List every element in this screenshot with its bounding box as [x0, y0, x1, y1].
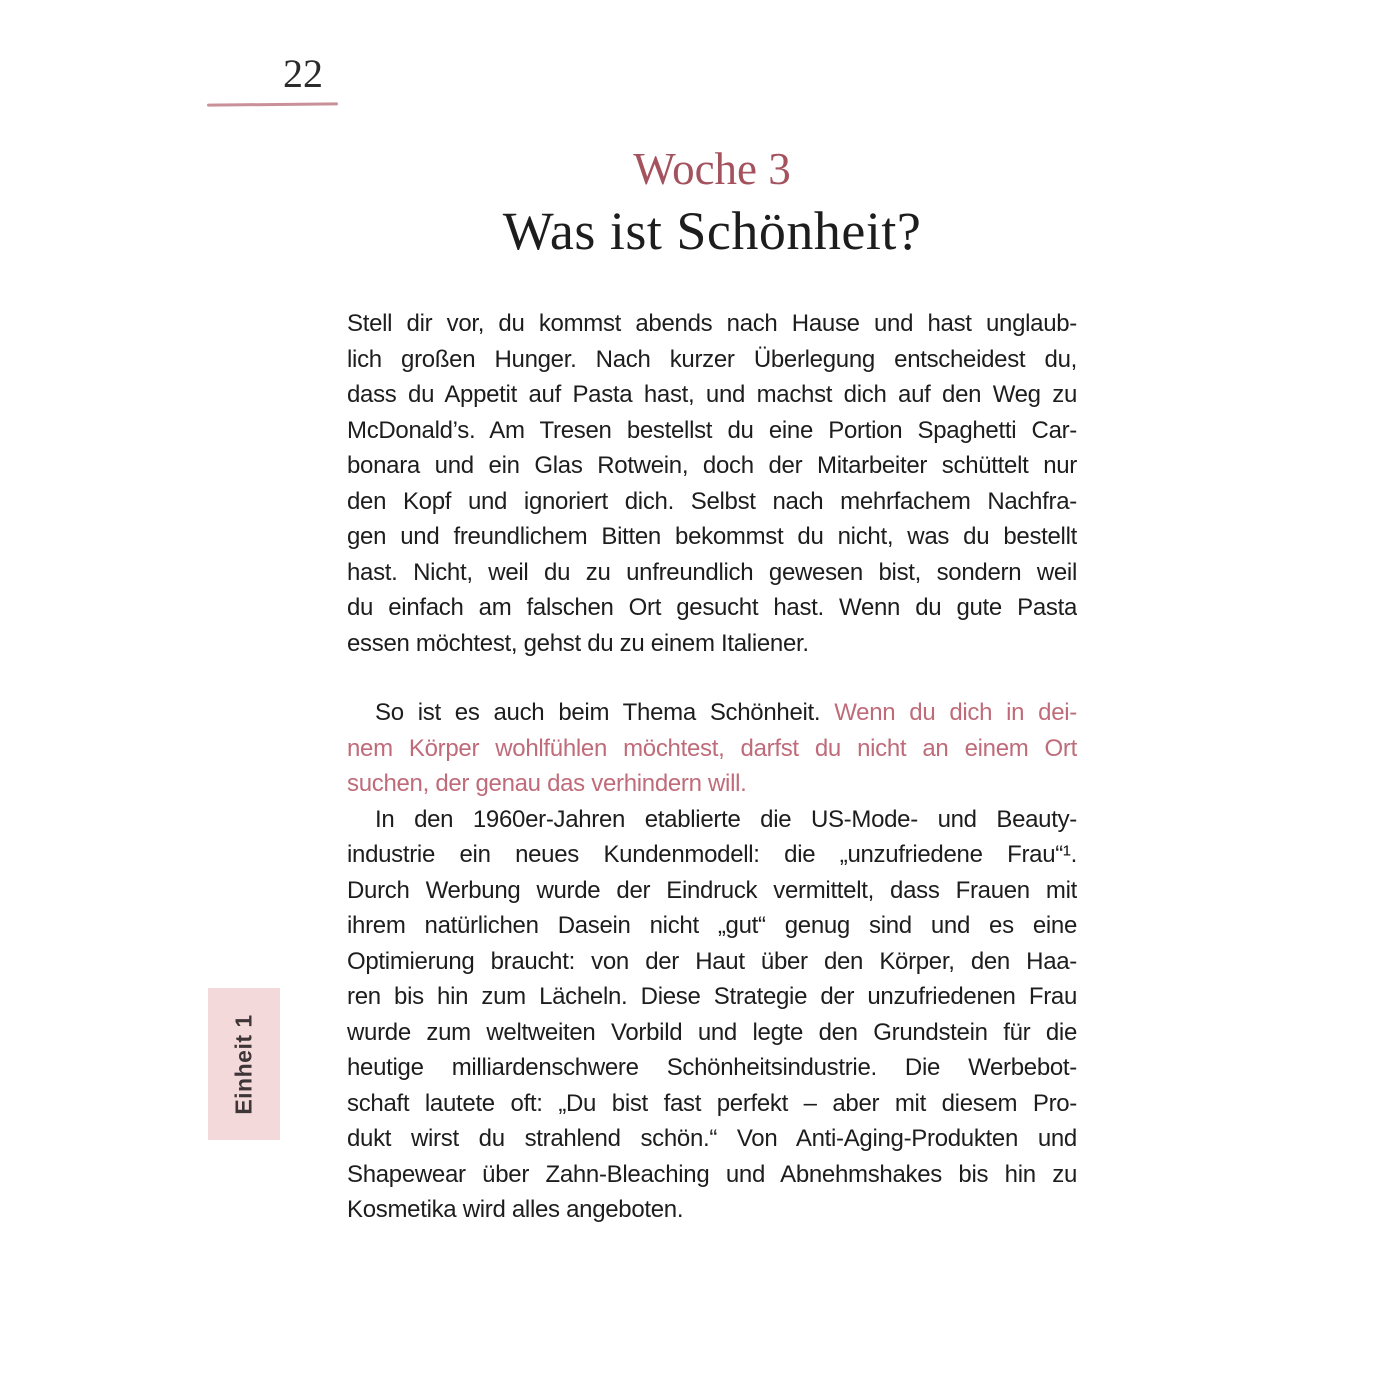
page-title: Was ist Schönheit?	[502, 201, 922, 261]
text-segment: ren bis hin zum Lächeln. Diese Strategie der unzufriedenen Frau	[347, 983, 1077, 1010]
text-segment: heutige milliardenschwere Schönheitsindustrie. Die Werbebot-	[347, 1054, 1077, 1081]
text-line	[347, 802, 1077, 838]
text-line	[347, 377, 1077, 413]
text-segment: lich großen Hunger. Nach kurzer Überlegung entscheidest du,	[347, 345, 1077, 373]
text-segment: dass du Appetit auf Pasta hast, und machst dich auf den Weg zu	[347, 381, 1077, 408]
highlighted-text-segment: nem Körper wohlfühlen möchtest, darfst du nicht an einem Ort	[347, 734, 1077, 762]
text-segment: So ist es auch beim Thema Schönheit.	[375, 699, 835, 726]
text-line	[347, 448, 1077, 484]
text-line	[347, 590, 1077, 626]
paragraph	[347, 695, 1077, 802]
text-line	[347, 555, 1077, 591]
page-number: 22	[283, 51, 323, 96]
text-segment: gen und freundlichem Bitten bekommst du nicht, was du bestellt	[347, 523, 1077, 550]
text-segment: wurde zum weltweiten Vorbild und legte den Grundstein für die	[347, 1018, 1077, 1046]
text-segment: hast. Nicht, weil du zu unfreundlich gewesen bist, sondern weil	[347, 558, 1077, 586]
text-segment: Durch Werbung wurde der Eindruck vermittelt, dass Frauen mit	[347, 876, 1077, 904]
text-segment: du einfach am falschen Ort gesucht hast. Wenn du gute Pasta	[347, 594, 1077, 621]
text-segment: ihrem natürlichen Dasein nicht „gut“ genug sind und es eine	[347, 912, 1077, 939]
text-segment: schaft lautete oft: „Du bist fast perfekt – aber mit diesem Pro-	[347, 1089, 1077, 1117]
text-line	[347, 342, 1077, 378]
text-line	[347, 626, 1077, 662]
text-segment: den Kopf und ignoriert dich. Selbst nach mehrfachem Nachfra-	[347, 487, 1077, 515]
text-line	[347, 837, 1077, 873]
unit-tab-label: Einheit 1	[230, 1013, 257, 1115]
text-segment: bonara und ein Glas Rotwein, doch der Mitarbeiter schüttelt nur	[347, 452, 1077, 479]
body-text	[347, 306, 1077, 1228]
text-line	[347, 519, 1077, 555]
text-segment: dukt wirst du strahlend schön.“ Von Anti-Aging-Produkten und	[347, 1125, 1077, 1152]
text-segment: Kosmetika wird alles angeboten.	[347, 1196, 684, 1223]
text-line	[347, 1121, 1077, 1157]
text-segment: industrie ein neues Kundenmodell: die „unzufriedene Frau“¹.	[347, 841, 1077, 868]
text-line	[347, 484, 1077, 520]
text-line	[347, 1157, 1077, 1193]
text-segment: essen möchtest, gehst du zu einem Italiener.	[347, 629, 809, 657]
page-number-underline	[207, 102, 338, 106]
text-segment: McDonald’s. Am Tresen bestellst du eine Portion Spaghetti Car-	[347, 416, 1077, 444]
text-line	[347, 908, 1077, 944]
text-segment: Stell dir vor, du kommst abends nach Hause und hast unglaub-	[347, 310, 1077, 337]
highlighted-text-segment: Wenn du dich in dei-	[834, 699, 1077, 726]
text-line	[347, 873, 1077, 909]
text-segment: Shapewear über Zahn-Bleaching und Abnehmshakes bis hin zu	[347, 1160, 1077, 1188]
text-segment: Optimierung braucht: von der Haut über den Körper, den Haa-	[347, 947, 1077, 975]
paragraph	[347, 802, 1077, 1228]
text-line	[347, 1050, 1077, 1086]
text-line	[347, 306, 1077, 342]
text-line	[347, 1192, 1077, 1228]
highlighted-text-segment: suchen, der genau das verhindern will.	[347, 770, 747, 797]
text-line	[347, 413, 1077, 449]
text-line	[347, 766, 1077, 802]
unit-tab	[208, 988, 280, 1140]
paragraph	[347, 306, 1077, 661]
text-line	[347, 695, 1077, 731]
text-line	[347, 1015, 1077, 1051]
text-line	[347, 731, 1077, 767]
text-line	[347, 979, 1077, 1015]
text-line	[347, 944, 1077, 980]
text-segment: In den 1960er-Jahren etablierte die US-Mode- und Beauty-	[375, 805, 1077, 833]
text-line	[347, 1086, 1077, 1122]
chapter-kicker: Woche 3	[633, 144, 791, 194]
